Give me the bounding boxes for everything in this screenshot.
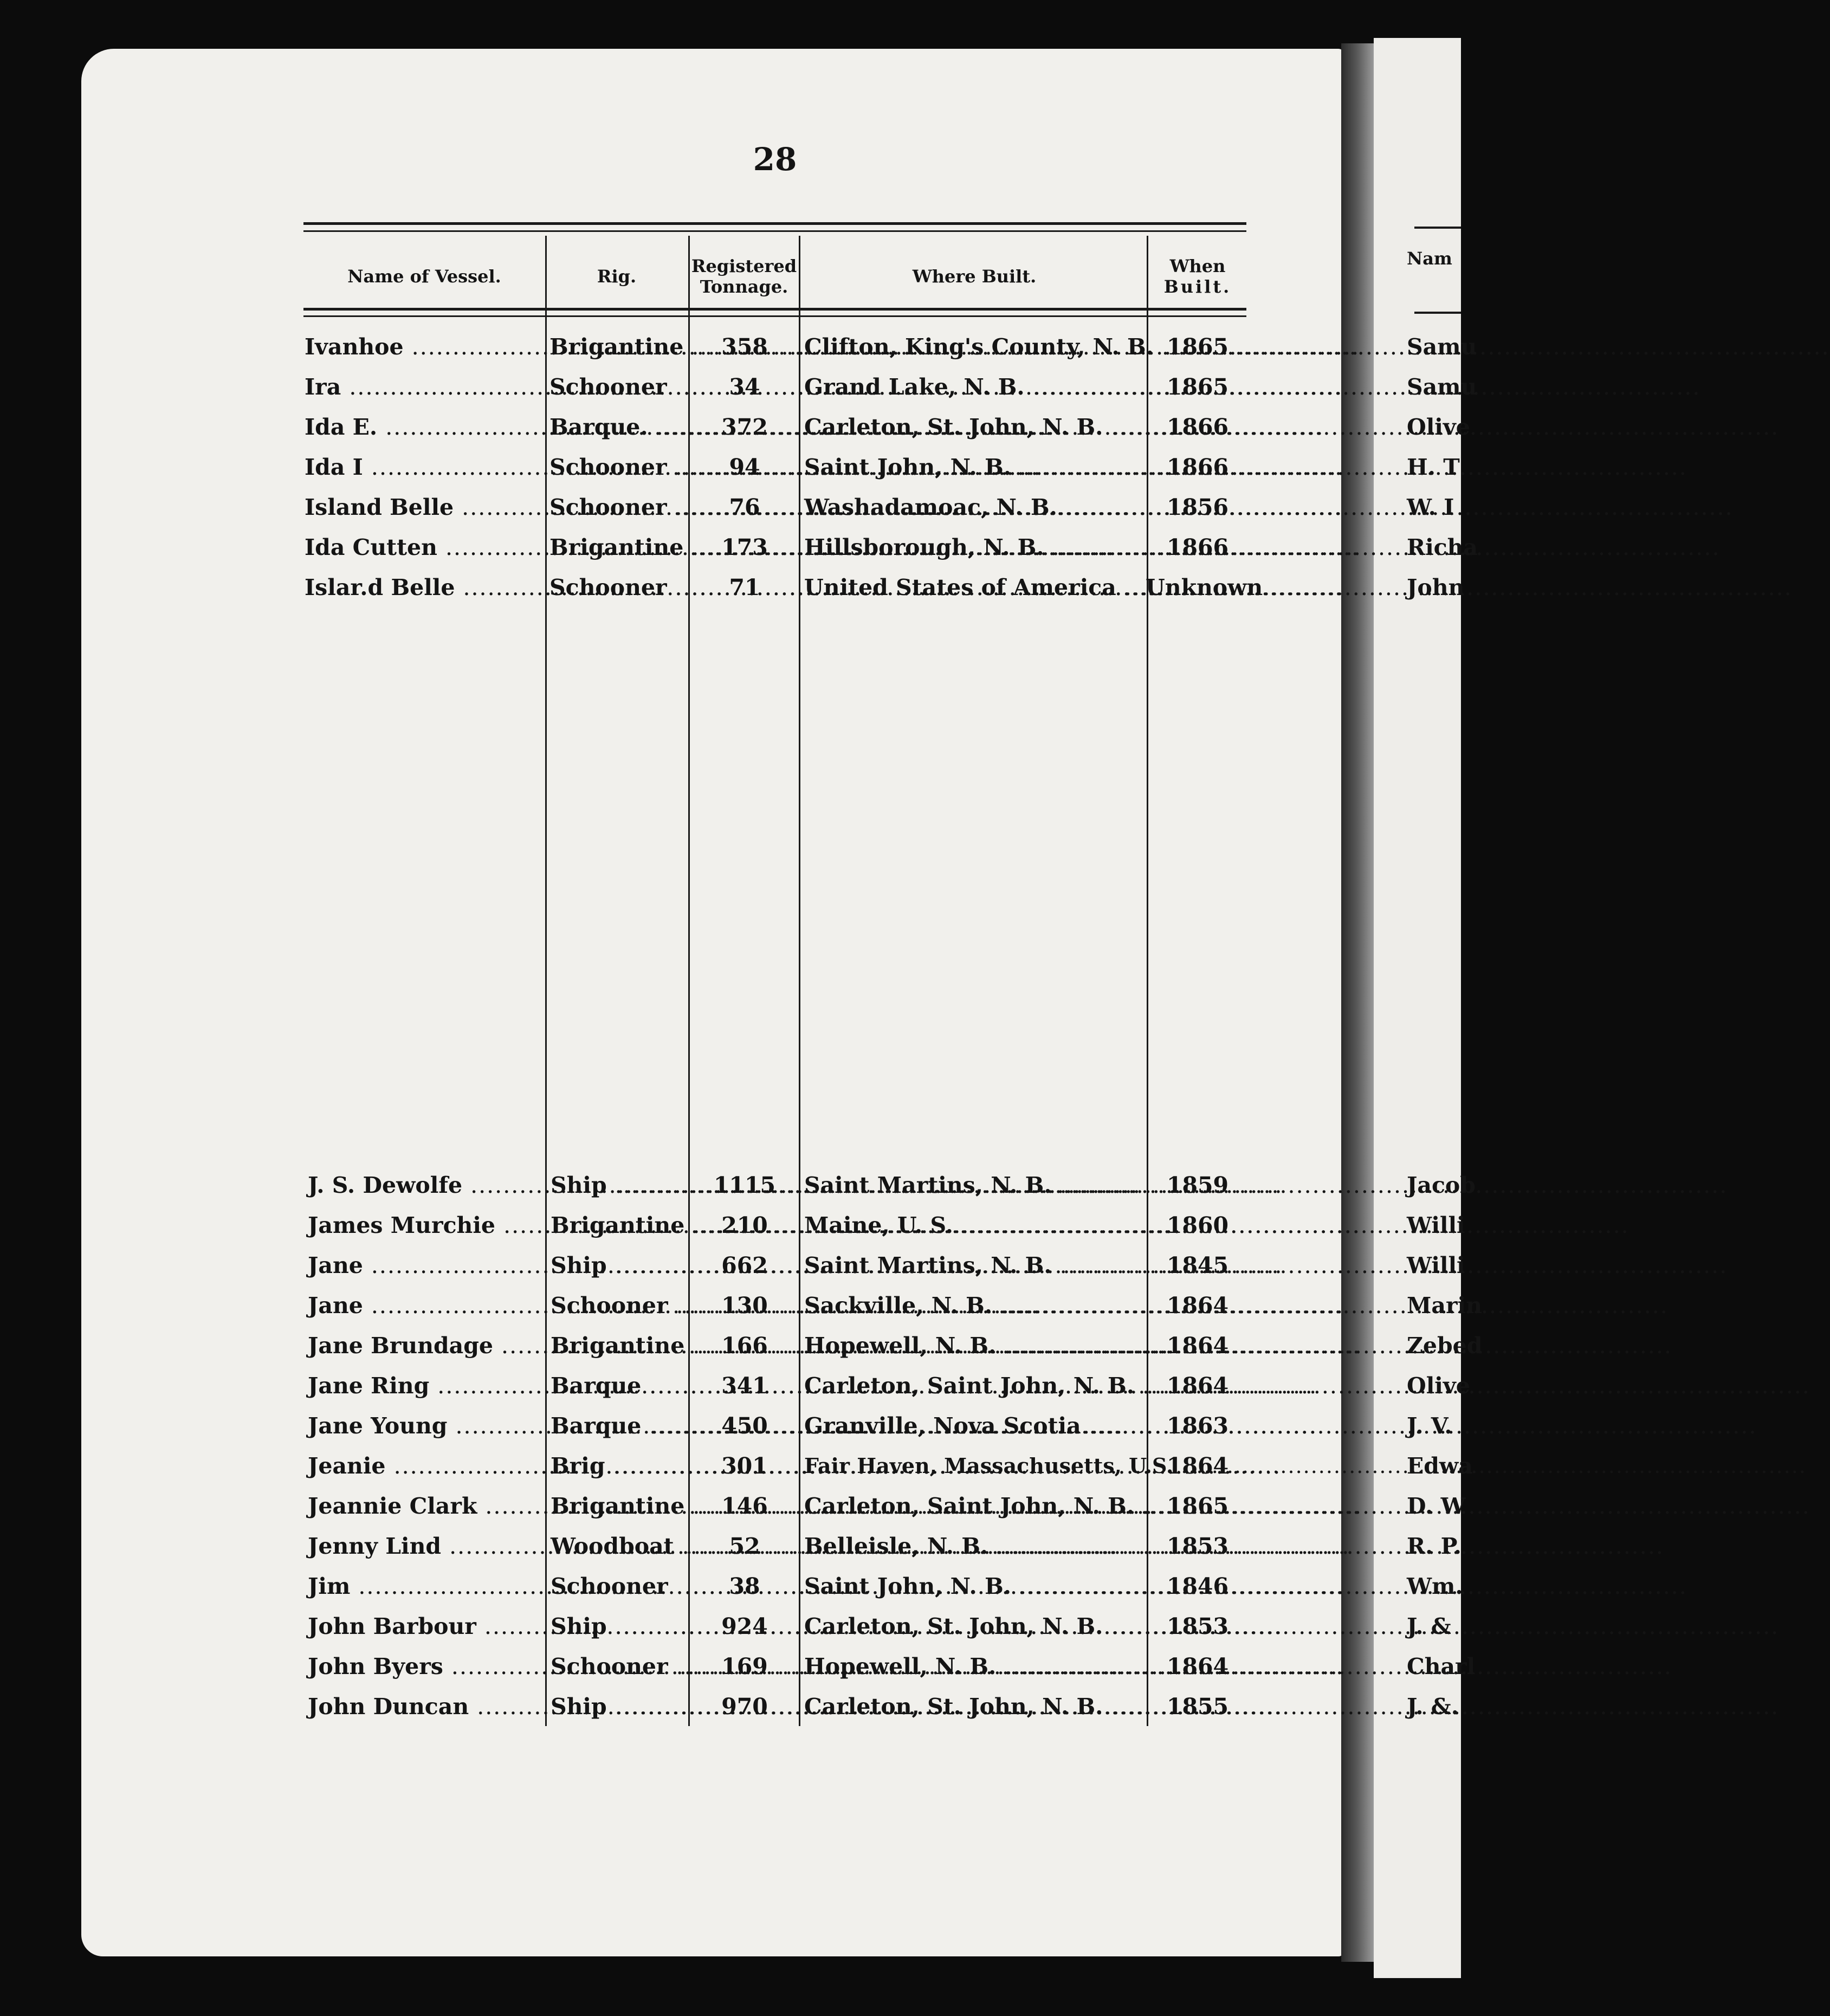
vessel-name: Jenny Lind ..... — [305, 1526, 544, 1566]
facing-page-fragment: Marin — [1407, 1293, 1482, 1319]
table-row — [0, 447, 1461, 487]
vessel-rig: Brig ..... — [547, 1446, 687, 1486]
vessel-when-built: 1846 — [1166, 1573, 1229, 1599]
facing-page-fragment: Samu — [1407, 374, 1477, 400]
vessel-tonnage: 970 — [721, 1694, 768, 1720]
vessel-when-built: 1853 — [1166, 1613, 1229, 1639]
facing-page-rule — [1414, 227, 1461, 229]
vessel-rig: Ship ..... — [547, 1687, 687, 1727]
vessel-when-built: 1863 — [1166, 1413, 1229, 1439]
vessel-when-built: Unknown — [1146, 574, 1263, 600]
vessel-where-built: Clifton, King's County, N. B. ..... — [801, 327, 1146, 367]
facing-page-fragment: Willi — [1407, 1252, 1465, 1278]
vessel-where-built: Maine, U. S. ..... — [801, 1205, 1146, 1245]
table-row — [0, 367, 1477, 407]
vessel-when-built: 1865 — [1166, 374, 1229, 400]
facing-page-fragment: Zebed — [1407, 1333, 1483, 1359]
vessel-rig: Barque. ..... — [546, 407, 687, 447]
vessel-where-built: Fair Haven, Massachusetts, U.S. ..... — [801, 1446, 1146, 1486]
table-row — [0, 1406, 1461, 1446]
table-row — [0, 1326, 1483, 1366]
table-row — [0, 1526, 1461, 1566]
vessel-tonnage: 71 — [729, 574, 760, 600]
vessel-rig: Schooner ..... — [547, 1285, 687, 1326]
vessel-tonnage: 173 — [721, 534, 768, 560]
vessel-where-built: Grand Lake, N. B. ..... — [801, 367, 1146, 407]
facing-page-header-fragment: Nam — [1407, 248, 1452, 269]
vessel-tonnage: 924 — [721, 1613, 768, 1639]
table-row — [0, 1646, 1476, 1687]
table-row — [0, 1165, 1476, 1205]
table-row — [0, 1566, 1461, 1606]
vessel-where-built: Washadamoac, N. B. ..... — [801, 487, 1146, 527]
vessel-tonnage: 450 — [721, 1413, 768, 1439]
vessel-where-built: Carleton, Saint John, N. B. ..... — [801, 1366, 1146, 1406]
facing-page-fragment: Wm. — [1407, 1573, 1463, 1599]
header-bottom-rule-thin — [303, 315, 1246, 317]
vessel-tonnage: 34 — [729, 374, 760, 400]
vessel-tonnage: 662 — [721, 1252, 768, 1278]
vessel-rig: Schooner ..... — [546, 487, 687, 527]
vessel-rig: Ship ..... — [547, 1245, 687, 1285]
vessel-when-built: 1866 — [1166, 414, 1229, 440]
facing-page-fragment: Olive — [1407, 1373, 1470, 1399]
facing-page-fragment: Willi — [1407, 1212, 1465, 1238]
vessel-rig: Brigantine ..... — [546, 527, 687, 567]
vessel-name: Jane ..... — [305, 1245, 544, 1285]
vessel-name: Island Belle ..... — [301, 487, 544, 527]
vessel-rig: Brigantine ..... — [547, 1486, 687, 1526]
vessel-tonnage: 341 — [721, 1373, 768, 1399]
vessel-rig: Brigantine ..... — [546, 327, 687, 367]
table-row — [0, 1687, 1461, 1727]
vessel-when-built: 1864 — [1166, 1453, 1229, 1479]
header-where-built: Where Built. — [912, 266, 1037, 287]
facing-page-fragment: Olive — [1407, 414, 1470, 440]
vessel-rig: Brigantine ..... — [547, 1326, 687, 1366]
vessel-where-built: Carleton, St. John, N. B. ..... — [801, 1687, 1146, 1727]
facing-page-fragment: H. T — [1407, 454, 1460, 480]
vessel-name: Ida E. ..... — [301, 407, 544, 447]
vessel-where-built: Sackville, N. B. ..... — [801, 1285, 1146, 1326]
table-row — [0, 527, 1478, 567]
vessel-where-built: Saint John, N. B. ..... — [801, 1566, 1146, 1606]
vessel-where-built: Saint Martins, N. B. ..... — [801, 1245, 1146, 1285]
table-row — [0, 1606, 1461, 1646]
vessel-rig: Barque ..... — [547, 1366, 687, 1406]
header-name-of-vessel: Name of Vessel. — [347, 266, 501, 287]
top-rule-thick — [303, 222, 1246, 225]
vessel-name: Ira ..... — [301, 367, 544, 407]
vessel-rig: Ship ..... — [547, 1606, 687, 1646]
vessel-when-built: 1865 — [1166, 334, 1229, 360]
vessel-where-built: Hopewell, N. B. ..... — [801, 1646, 1146, 1687]
table-row — [0, 407, 1470, 447]
vessel-rig: Schooner ..... — [547, 1566, 687, 1606]
vessel-when-built: 1864 — [1166, 1653, 1229, 1679]
vessel-name: Jim ..... — [305, 1566, 544, 1606]
vessel-rig: Schooner ..... — [546, 367, 687, 407]
vessel-name: Ida Cutten ..... — [301, 527, 544, 567]
vessel-when-built: 1860 — [1166, 1212, 1229, 1238]
vessel-name: Jane ..... — [305, 1285, 544, 1326]
vessel-tonnage: 301 — [721, 1453, 768, 1479]
vessel-tonnage: 94 — [729, 454, 760, 480]
vessel-when-built: 1859 — [1166, 1172, 1229, 1198]
vessel-where-built: United States of America ..... — [801, 567, 1146, 608]
vessel-tonnage: 210 — [721, 1212, 768, 1238]
vessel-when-built: 1864 — [1166, 1373, 1229, 1399]
vessel-where-built: Hopewell, N. B. ..... — [801, 1326, 1146, 1366]
vessel-name: J. S. Dewolfe ..... — [305, 1165, 544, 1205]
vessel-rig: Schooner ..... — [546, 447, 687, 487]
vessel-rig: Woodboat ..... — [547, 1526, 687, 1566]
facing-page-fragment: Richa — [1407, 534, 1478, 560]
table-row — [0, 487, 1461, 527]
vessel-where-built: Carleton, Saint John, N. B. ..... — [801, 1486, 1146, 1526]
vessel-where-built: Granville, Nova Scotia ..... — [801, 1406, 1146, 1446]
vessel-tonnage: 358 — [721, 334, 768, 360]
top-rule-thin — [303, 230, 1246, 232]
header-when-built: When Built. — [1163, 256, 1232, 297]
vessel-tonnage: 372 — [721, 414, 768, 440]
vessel-when-built: 1845 — [1166, 1252, 1229, 1278]
vessel-name: Ivanhoe ..... — [301, 327, 544, 367]
header-rig: Rig. — [597, 266, 637, 287]
table-row — [0, 327, 1477, 367]
vessel-rig: Brigantine ..... — [547, 1205, 687, 1245]
facing-page-rule — [1414, 312, 1461, 314]
vessel-where-built: Belleisle, N. B. ..... — [801, 1526, 1146, 1566]
facing-page-fragment: J. V. — [1407, 1413, 1452, 1439]
vessel-when-built: 1853 — [1166, 1533, 1229, 1559]
vessel-tonnage: 146 — [721, 1493, 768, 1519]
facing-page-fragment: John — [1407, 574, 1465, 600]
vessel-when-built: 1865 — [1166, 1493, 1229, 1519]
vessel-name: Jane Brundage ..... — [305, 1326, 544, 1366]
table-row — [0, 1446, 1473, 1486]
table-row — [0, 1486, 1466, 1526]
vessel-name: John Byers ..... — [305, 1646, 544, 1687]
vessel-tonnage: 76 — [729, 494, 760, 520]
vessel-where-built: Hillsborough, N. B. ..... — [801, 527, 1146, 567]
vessel-name: James Murchie ..... — [305, 1205, 544, 1245]
facing-page-fragment: R. P. — [1407, 1533, 1462, 1559]
facing-page-fragment: D. W — [1407, 1493, 1466, 1519]
vessel-where-built: Carleton, St. John, N. B. ..... — [801, 1606, 1146, 1646]
facing-page-fragment: Charl — [1407, 1653, 1476, 1679]
vessel-rig: Schooner ..... — [547, 1646, 687, 1687]
table-row — [0, 1285, 1482, 1326]
vessel-tonnage: 166 — [721, 1333, 768, 1359]
vessel-rig: Schooner ..... — [546, 567, 687, 608]
vessel-rig: Barque ..... — [547, 1406, 687, 1446]
vessel-name: Jane Young ..... — [305, 1406, 544, 1446]
table-row — [0, 1366, 1470, 1406]
vessel-name: Jane Ring ..... — [305, 1366, 544, 1406]
vessel-tonnage: 38 — [729, 1573, 760, 1599]
page-number: 28 — [753, 141, 797, 178]
vessel-name: Jeanie ..... — [305, 1446, 544, 1486]
vessel-when-built: 1855 — [1166, 1694, 1229, 1720]
vessel-when-built: 1866 — [1166, 454, 1229, 480]
vessel-where-built: Saint Martins, N. B. ..... — [801, 1165, 1146, 1205]
vessel-when-built: 1864 — [1166, 1293, 1229, 1319]
vessel-tonnage: 169 — [721, 1653, 768, 1679]
vessel-when-built: 1864 — [1166, 1333, 1229, 1359]
table-row — [0, 1245, 1465, 1285]
header-registered-tonnage: Registered Tonnage. — [691, 256, 797, 297]
facing-page-fragment: Jacob — [1407, 1172, 1476, 1198]
vessel-tonnage: 130 — [721, 1293, 768, 1319]
facing-page-fragment: Edwa — [1407, 1453, 1473, 1479]
vessel-name: Islar.d Belle ..... — [301, 567, 544, 608]
vessel-tonnage: 1115 — [713, 1172, 776, 1198]
facing-page-fragment: J. & — [1407, 1613, 1451, 1639]
vessel-when-built: 1866 — [1166, 534, 1229, 560]
vessel-where-built: Carleton, St. John, N. B. ..... — [801, 407, 1146, 447]
vessel-rig: Ship ..... — [547, 1165, 687, 1205]
vessel-name: Jeannie Clark ..... — [305, 1486, 544, 1526]
vessel-when-built: 1856 — [1166, 494, 1229, 520]
vessel-where-built: Saint John, N. B. ..... — [801, 447, 1146, 487]
table-row — [0, 567, 1465, 608]
vessel-tonnage: 52 — [729, 1533, 760, 1559]
facing-page-fragment: W. I — [1407, 494, 1454, 520]
vessel-name: John Duncan ..... — [305, 1687, 544, 1727]
vessel-name: John Barbour ..... — [305, 1606, 544, 1646]
vessel-name: Ida I ..... — [301, 447, 544, 487]
facing-page-fragment: J. &. — [1407, 1694, 1459, 1720]
facing-page-fragment: Samu — [1407, 334, 1477, 360]
table-row — [0, 1205, 1465, 1245]
